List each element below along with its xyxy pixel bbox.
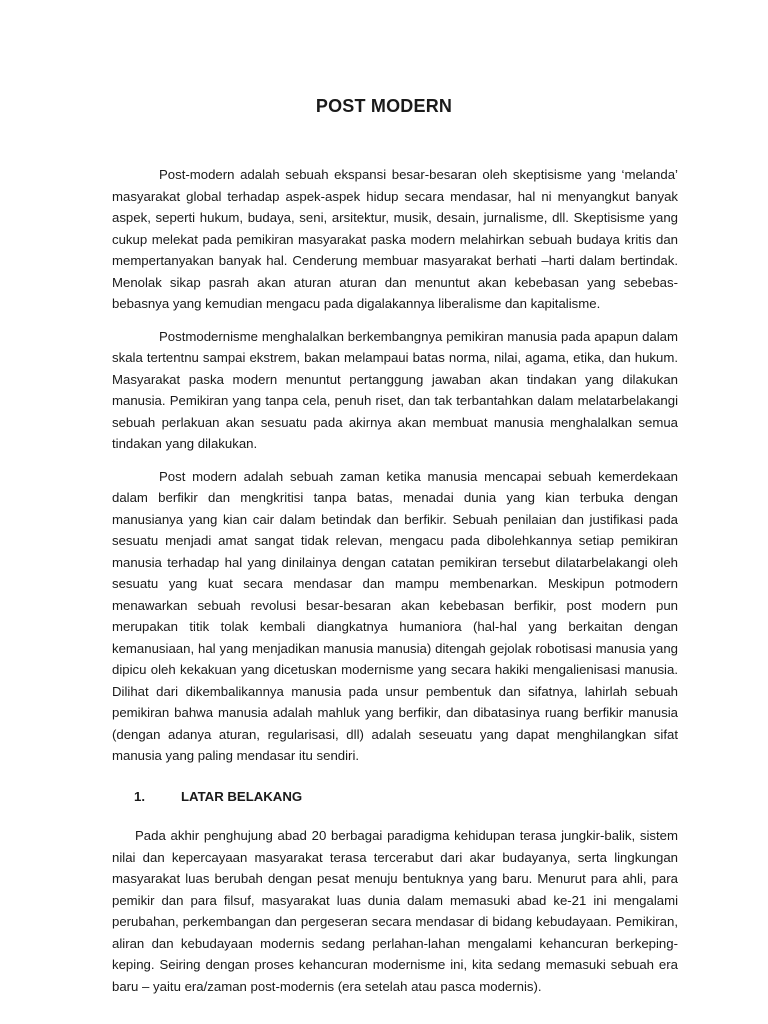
document-title: POST MODERN: [315, 96, 453, 116]
section-number: 1.: [134, 788, 145, 804]
section-paragraph: Pada akhir penghujung abad 20 berbagai paradigma kehidupan terasa jungkir-balik, sistem nilai dan kepercayaan masyarakat terasa tercerabut dari akar budayanya, serta lingkungan masyarakat luas berubah dengan pesat menuju bentuknya yang baru. Menurut para ahli, para pemikir dan para filsuf, masyarakat luas dunia dalam memasuki abad ke-21 ini mengalami perubahan, perkembangan dan pergeseran secara mendasar di bidang kebudayaan. Pemikiran, aliran dan kebudayaan modernis sedang perlahan-lahan mengalami kehancuran berkeping-keping. Seiring dengan proses kehancuran modernisme ini, kita sedang memasuki sebuah era baru – yaitu era/zaman post-modernis (era setelah atau pasca modernis).: [112, 828, 678, 994]
paragraph-3: Post modern adalah sebuah zaman ketika manusia mencapai sebuah kemerdekaan dalam berfikir dan mengkritisi tanpa batas, menadai dunia yang kian terbuka dengan manusianya yang kian cair dalam betindak dan berfikir. Sebuah penilaian dan justifikasi pada sesuatu menjadi amat sangat tidak relevan, mengacu pada dibolehkannya setiap pemikiran manusia terhadap hal yang dinilainya dengan catatan pemikiran tersebut dilatarbelakangi oleh sesuatu yang kuat secara mendasar dan mampu membenarkan. Meskipun potmodern menawarkan sebuah revolusi besar-besaran akan kebebasan berfikir, post modern pun merupakan titik tolak kembali diangkatnya humaniora (hal-hal yang berkaitan dengan kemanusiaan, hal yang menjadikan manusia manusia) ditengah gejolak robotisasi manusia yang dipicu oleh kekakuan yang dicetuskan modernisme yang secara hakiki mengalienisasi manusia. Dilihat dari dikembalikannya manusia pada unsur pembentuk dan sifatnya, lahirlah sebuah pemikiran bahwa manusia adalah mahluk yang berfikir, dan dibatasinya ruang berfikir manusia (dengan adanya aturan, regularisasi, dll) adalah seseuatu yang dapat menghilangkan sifat manusia yang paling mendasar itu sendiri.: [112, 468, 678, 763]
section-heading-label: LATAR BELAKANG: [181, 788, 303, 804]
paragraph-1: Post-modern adalah sebuah ekspansi besar-besaran oleh skeptisisme yang ‘melanda’ masyarakat global terhadap aspek-aspek hidup secara mendasar, hal ni menyangkut banyak aspek, seperti hukum, budaya, seni, arsitektur, musik, desain, jurnalisme, dll. Skeptisisme yang cukup melekat pada pemikiran masyarakat paska modern melahirkan sebuah budaya kritis dan mempertanyakan banyak hal. Cenderung membuar masyarakat berhati –harti dalam bertindak. Menolak sikap pasrah akan aturan aturan dan menuntut akan kebebasan yang sebebas-bebasnya yang kemudian mengacu pada digalakannya liberalisme dan kapitalisme.: [112, 167, 678, 311]
document-body: [112, 164, 678, 1008]
section-heading: [112, 786, 678, 808]
paragraph-2: Postmodernisme menghalalkan berkembangnya pemikiran manusia pada apapun dalam skala tertentnu sampai ekstrem, bakan melampaui batas norma, nilai, agama, etika, dan hukum. Masyarakat paska modern menuntut pertanggung jawaban akan tindakan yang dilakukan manusia. Pemikiran yang tanpa cela, penuh riset, dan tak terbantahkan dalam melatarbelakangi sebuah perlakuan akan sesuatu pada akirnya akan membuat manusia menghalalkan semua tindakan yang dilakukan.: [112, 328, 678, 451]
